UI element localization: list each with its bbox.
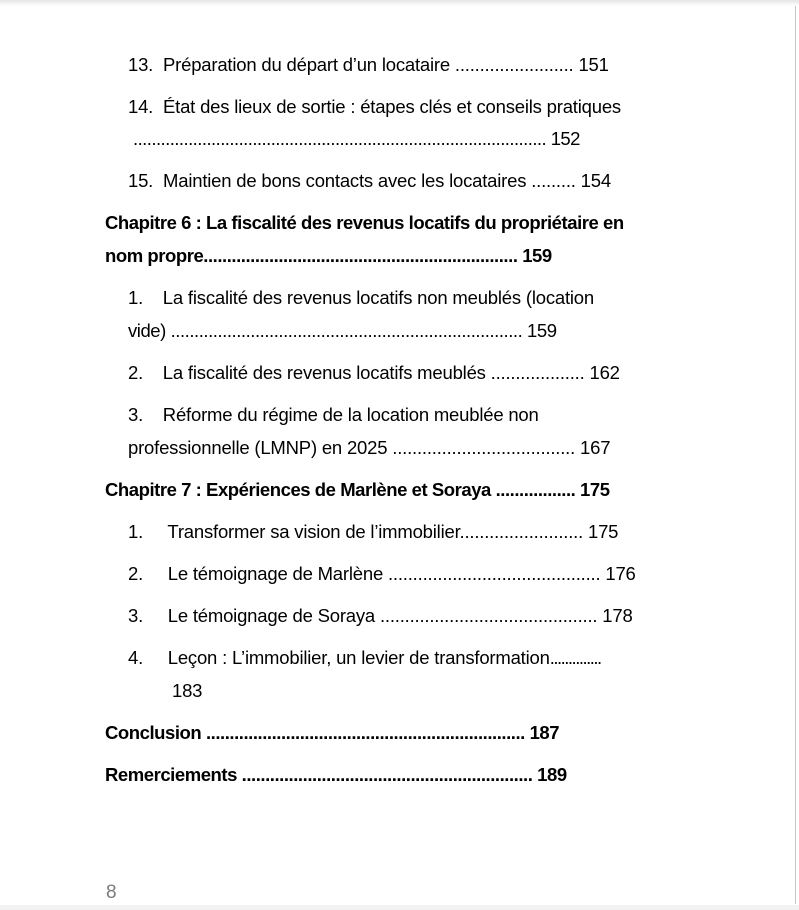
toc-entry-7-1[interactable] (128, 521, 618, 543)
toc-leader: ........................................... (387, 563, 601, 584)
toc-entry-6-2[interactable] (128, 362, 620, 384)
toc-entry-13[interactable] (128, 54, 609, 76)
toc-number: 2. (128, 563, 144, 584)
toc-number: 3. (128, 605, 144, 626)
toc-leader: .......................................................................................... (133, 128, 547, 149)
toc-leader: ................. (495, 479, 576, 500)
toc-number: 2. (128, 362, 144, 383)
toc-title: Préparation du départ d’un locataire (163, 54, 450, 75)
toc-leader: ......... (531, 170, 576, 191)
toc-title: Transformer sa vision de l’immobilier (167, 521, 460, 542)
toc-leader: ................... (490, 362, 585, 383)
toc-leader: ..................................... (392, 437, 576, 458)
toc-title: Maintien de bons contacts avec les locataires (163, 170, 527, 191)
toc-title: Le témoignage de Soraya (167, 605, 376, 626)
toc-title: La fiscalité des revenus locatifs meublés (162, 362, 486, 383)
toc-page: 167 (580, 437, 611, 458)
toc-leader: ........................ (454, 54, 574, 75)
toc-page: 151 (578, 54, 609, 75)
toc-number: 1. (128, 521, 144, 542)
toc-entry-6-3[interactable] (128, 404, 539, 426)
toc-entry-6-1-continuation[interactable] (128, 320, 557, 342)
toc-entry-14[interactable] (128, 96, 621, 118)
toc-number: 15. (128, 170, 154, 191)
toc-number: 4. (128, 647, 144, 668)
toc-leader: ........................................................................... (170, 320, 523, 341)
toc-page: 183 (172, 680, 203, 701)
toc-title: Leçon : L’immobilier, un levier de transformation (167, 647, 550, 668)
toc-entry-7-3[interactable] (128, 605, 633, 627)
chapter-title: Chapitre 7 : Expériences de Marlène et Soraya (105, 479, 491, 500)
toc-leader: ......................... (459, 521, 584, 542)
toc-remerciements[interactable] (105, 764, 567, 786)
toc-title: La fiscalité des revenus locatifs non meublés (location (162, 287, 594, 308)
toc-title: État des lieux de sortie : étapes clés et conseils pratiques (163, 96, 621, 117)
toc-entry-7-2[interactable] (128, 563, 636, 585)
toc-page: 189 (537, 764, 567, 785)
toc-page: 162 (589, 362, 620, 383)
toc-page: 187 (529, 722, 560, 743)
toc-page: 159 (527, 320, 557, 341)
chapter-title-cont: nom propre (105, 245, 204, 266)
toc-leader: ................................................................... (203, 245, 518, 266)
toc-title: Réforme du régime de la location meublée non (162, 404, 539, 425)
toc-leader: .............................................................. (241, 764, 533, 785)
toc-page: 152 (550, 128, 580, 149)
toc-leader: ............................................ (379, 605, 598, 626)
page-gap (0, 905, 799, 910)
toc-leader: .............. (549, 647, 601, 668)
toc-title: Remerciements (105, 764, 237, 785)
toc-entry-14-continuation[interactable] (133, 128, 580, 150)
toc-entry-6-1[interactable] (128, 287, 594, 309)
toc-page: 178 (602, 605, 633, 626)
toc-number: 13. (128, 54, 154, 75)
toc-chapter-7[interactable] (105, 479, 610, 501)
toc-chapter-6-continuation[interactable] (105, 245, 552, 267)
toc-number: 3. (128, 404, 144, 425)
toc-page: 175 (587, 521, 619, 542)
toc-page: 154 (580, 170, 611, 191)
toc-number: 14. (128, 96, 154, 117)
chapter-title: Chapitre 6 : La fiscalité des revenus locatifs du propriétaire en (105, 212, 624, 233)
toc-entry-6-3-continuation[interactable] (128, 437, 610, 459)
toc-conclusion[interactable] (105, 722, 559, 744)
toc-entry-15[interactable] (128, 170, 611, 192)
toc-chapter-6[interactable] (105, 212, 624, 234)
toc-title-cont: professionnelle (LMNP) en 2025 (128, 437, 388, 458)
toc-entry-7-4[interactable] (128, 647, 601, 669)
toc-title-cont: vide) (128, 320, 166, 341)
toc-page: 175 (580, 479, 610, 500)
toc-page: 176 (605, 563, 636, 584)
toc-leader: .................................................................... (205, 722, 525, 743)
toc-title: Conclusion (105, 722, 202, 743)
toc-number: 1. (128, 287, 144, 308)
top-shadow (0, 0, 799, 6)
toc-title: Le témoignage de Marlène (167, 563, 384, 584)
page-number: 8 (106, 882, 117, 903)
toc-entry-7-4-continuation[interactable] (172, 680, 202, 702)
toc-page: 159 (522, 245, 552, 266)
